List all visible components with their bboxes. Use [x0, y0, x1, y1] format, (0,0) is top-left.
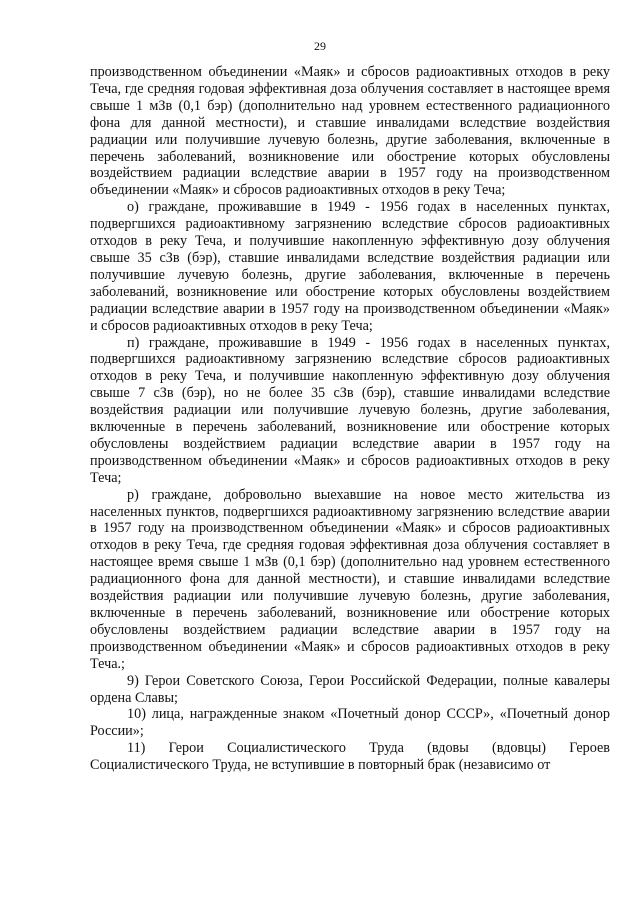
page-number: 29 [314, 39, 326, 53]
document-body [90, 64, 610, 774]
paragraph-item-11: 11) Герои Социалистического Труда (вдовы (вдовцы) Героев Социалистического Труда, не вступившие в повторный брак (независимо от [90, 740, 610, 774]
paragraph-item-r: р) граждане, добровольно выехавшие на новое место жительства из населенных пунктов, подвергшихся радиоактивному загрязнению вследствие аварии в 1957 году на производственном объединении «Маяк» и сбросов радиоактивных отходов в реку Теча, где средняя годовая эффективная доза облучения составляет в настоящее время свыше 1 мЗв (0,1 бэр) (дополнительно над уровнем естественного радиационного фона для данной местности), и ставшие инвалидами вследствие воздействия радиации или получившие лучевую болезнь, другие заболевания, включенные в перечень заболеваний, возникновение или обострение которых обусловлены воздействием радиации вследствие аварии в 1957 году на производственном объединении «Маяк» и сбросов радиоактивных отходов в реку Теча.; [90, 486, 610, 672]
paragraph-continuation: производственном объединении «Маяк» и сбросов радиоактивных отходов в реку Теча, где средняя годовая эффективная доза облучения составляет в настоящее время свыше 1 мЗв (0,1 бэр) (дополнительно над уровнем естественного радиационного фона для данной местности), и ставшие инвалидами вследствие воздействия радиации или получившие лучевую болезнь, другие заболевания, включенные в перечень заболеваний, возникновение или обострение которых обусловлены воздействием радиации вследствие аварии в 1957 году на производственном объединении «Маяк» и сбросов радиоактивных отходов в реку Теча; [90, 64, 610, 199]
paragraph-item-o: о) граждане, проживавшие в 1949 - 1956 годах в населенных пунктах, подвергшихся радиоактивному загрязнению вследствие сбросов радиоактивных отходов в реку Теча, и получившие накопленную эффективную дозу облучения свыше 35 сЗв (бэр), ставшие инвалидами вследствие воздействия радиации или получившие лучевую болезнь, другие заболевания, включенные в перечень заболеваний, возникновение или обострение которых обусловлены воздействием радиации вследствие аварии в 1957 году на производственном объединении «Маяк» и сбросов радиоактивных отходов в реку Теча; [90, 199, 610, 334]
paragraph-item-10: 10) лица, награжденные знаком «Почетный донор СССР», «Почетный донор России»; [90, 706, 610, 740]
paragraph-item-9: 9) Герои Советского Союза, Герои Российской Федерации, полные кавалеры ордена Славы; [90, 672, 610, 706]
paragraph-item-p: п) граждане, проживавшие в 1949 - 1956 годах в населенных пунктах, подвергшихся радиоактивному загрязнению вследствие сбросов радиоактивных отходов в реку Теча, и получившие накопленную эффективную дозу облучения свыше 7 сЗв (бэр), но не более 35 сЗв (бэр), ставшие инвалидами вследствие воздействия радиации или получившие лучевую болезнь, другие заболевания, включенные в перечень заболеваний, возникновение или обострение которых обусловлены воздействием радиации вследствие аварии в 1957 году на производственном объединении «Маяк» и сбросов радиоактивных отходов в реку Теча; [90, 334, 610, 486]
